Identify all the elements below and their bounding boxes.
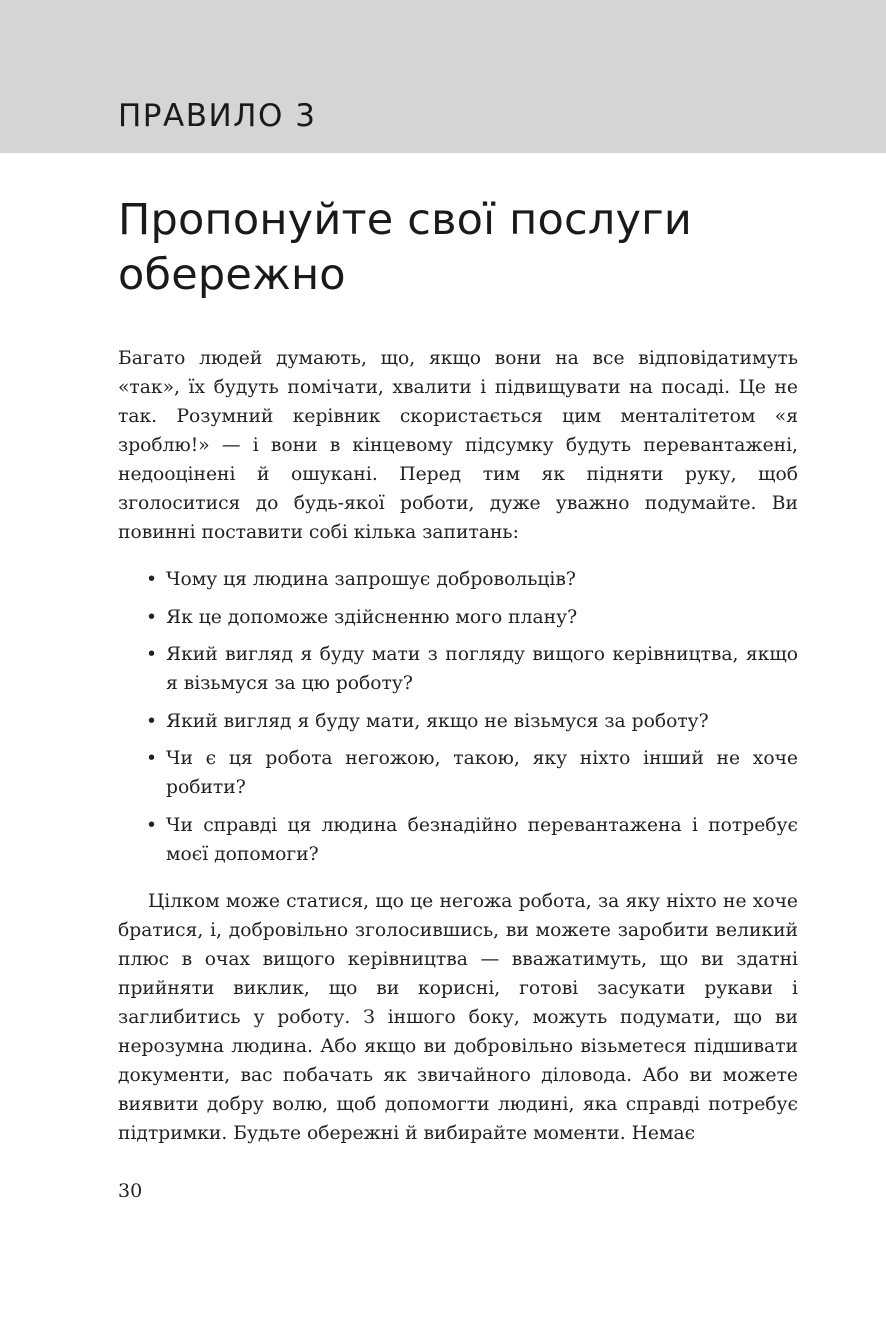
page-number: 30: [118, 1180, 143, 1202]
list-item-text: Який вигляд я буду мати з погляду вищого керівництва, якщо я візьмуся за цю роботу?: [166, 644, 798, 694]
bullet-icon: •: [146, 569, 158, 590]
bullet-icon: •: [146, 748, 158, 769]
list-item-text: Який вигляд я буду мати, якщо не візьмуся за роботу?: [166, 710, 709, 732]
chapter-title: Пропонуйте свої послуги обережно: [118, 195, 693, 300]
rule-label: ПРАВИЛО 3: [118, 98, 317, 134]
bullet-icon: •: [146, 644, 158, 665]
bullet-icon: •: [146, 710, 158, 732]
list-item: [146, 811, 798, 869]
list-item: [146, 603, 798, 632]
list-item: [146, 565, 798, 594]
list-item-text: Чому ця людина запрошує добровольців?: [166, 569, 576, 590]
list-item: [146, 707, 798, 736]
list-item-text: Чи справді ця людина безнадійно перевантажена і потребує моєї допомоги?: [166, 814, 798, 865]
list-item-text: Чи є ця робота негожою, такою, яку ніхто інший не хоче робити?: [166, 748, 798, 798]
bullet-icon: •: [146, 814, 158, 836]
body-paragraph-1: Багато людей думають, що, якщо вони на все відповідатимуть «так», їх будуть помічати, хвалити і підвищувати на посаді. Це не так. Розумний керівник скористається цим менталітетом «я зроблю!» — і вони в кінцевому підсумку будуть перевантажені, недооцінені й ошукані. Перед тим як підняти руку, щоб зголоситися до будь-якої роботи, дуже уважно подумайте. Ви повинні поставити собі кілька запитань:: [118, 348, 798, 543]
list-item: [146, 744, 798, 802]
list-item: [146, 640, 798, 698]
body-paragraph-2: Цілком може статися, що це негожа робота, за яку ніхто не хоче братися, і, добровільно зголосившись, ви можете заробити великий плюс в очах вищого керівництва — вважатимуть, що ви здатні прийняти виклик, що ви корисні, готові засукати рукави і заглибитись у роботу. З іншого боку, можуть подумати, що ви нерозумна людина. Або якщо ви добровільно візьметеся підшивати документи, вас побачать як звичайного діловода. Або ви можете виявити добру волю, щоб допомогти людині, яка справді потребує підтримки. Будьте обережні й вибирайте моменти. Немає: [118, 891, 798, 1144]
question-list: [146, 565, 798, 877]
bullet-icon: •: [146, 606, 158, 628]
list-item-text: Як це допоможе здійсненню мого плану?: [166, 606, 578, 628]
